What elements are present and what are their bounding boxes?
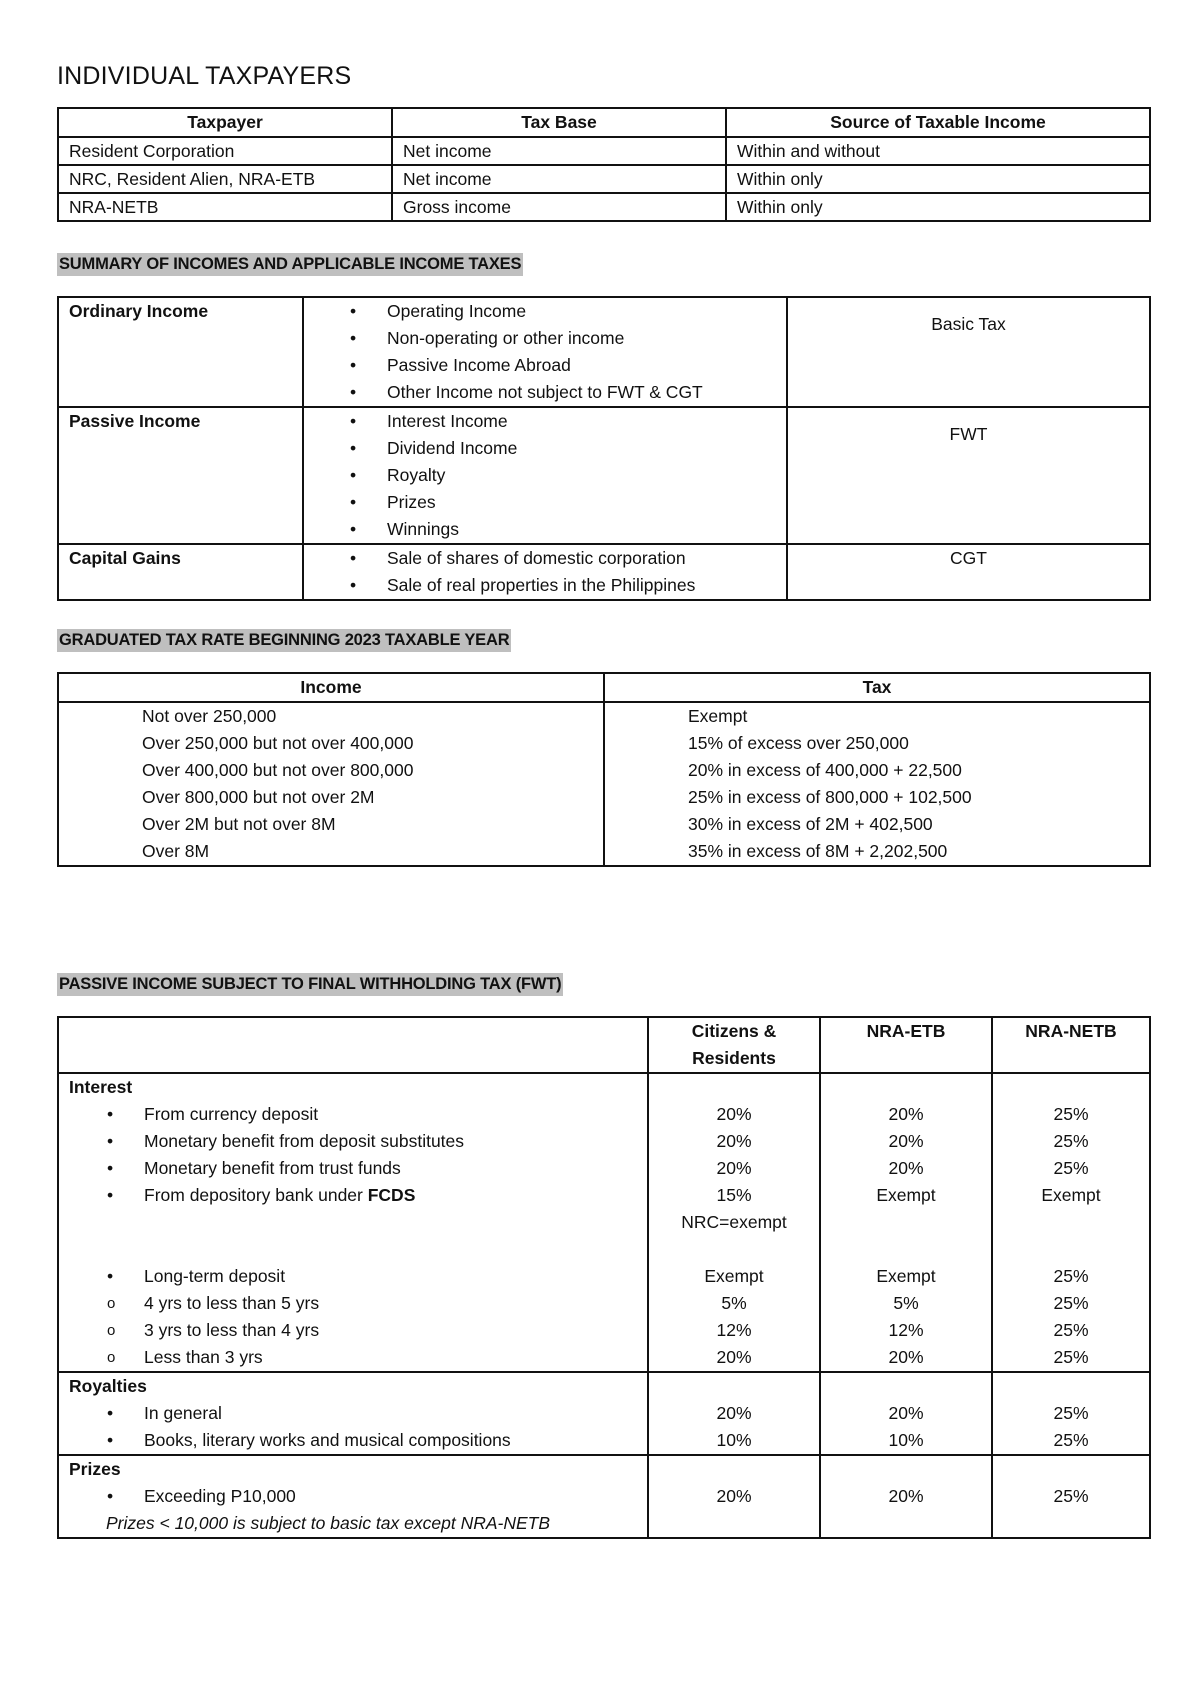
taxpayers-table xyxy=(57,107,1151,222)
list-item-text: From depository bank under xyxy=(144,1185,368,1205)
rate: 20% xyxy=(716,1347,752,1367)
spacer xyxy=(831,1373,981,1400)
tax-rate: 35% in excess of 8M + 2,202,500 xyxy=(688,841,948,861)
passive-heading: PASSIVE INCOME SUBJECT TO FINAL WITHHOLDING TAX (FWT) xyxy=(57,973,563,996)
list-item xyxy=(69,1182,637,1209)
rate: 20% xyxy=(716,1104,752,1124)
rate: 10% xyxy=(888,1430,924,1450)
table-header-row xyxy=(58,1017,1150,1073)
citizens-cell xyxy=(648,1073,820,1372)
header-citizens xyxy=(648,1017,820,1073)
spacer xyxy=(831,1456,981,1483)
table-header-row xyxy=(58,673,1150,702)
interest-label: Interest xyxy=(69,1077,133,1097)
spacer xyxy=(1003,1373,1139,1400)
table-row xyxy=(58,193,1150,221)
list-item: • Books, literary works and musical compositions xyxy=(69,1427,637,1454)
summary-table xyxy=(57,296,1151,601)
nra-netb-cell xyxy=(992,1073,1150,1372)
header-taxpayer: Taxpayer xyxy=(58,108,392,137)
rate: 20% xyxy=(888,1158,924,1178)
tax-rate: 15% of excess over 250,000 xyxy=(688,733,909,753)
spacer xyxy=(831,1236,981,1263)
passive-income-table xyxy=(57,1016,1151,1539)
summary-heading: SUMMARY OF INCOMES AND APPLICABLE INCOME TAXES xyxy=(57,253,523,276)
rate: 25% xyxy=(1053,1158,1089,1178)
prizes-row xyxy=(58,1455,1150,1538)
rate: 25% xyxy=(1053,1430,1089,1450)
income-bracket: Not over 250,000 xyxy=(142,706,277,726)
citizens-cell xyxy=(648,1372,820,1455)
list-item: • From currency deposit xyxy=(69,1101,637,1128)
rate: 25% xyxy=(1053,1131,1089,1151)
rate: 20% xyxy=(888,1486,924,1506)
nra-netb-cell xyxy=(992,1455,1150,1538)
category-cell: Passive Income xyxy=(58,407,303,544)
cell: Resident Corporation xyxy=(58,137,392,165)
income-bracket: Over 400,000 but not over 800,000 xyxy=(142,760,414,780)
rate: Exempt xyxy=(704,1266,764,1286)
rate: Exempt xyxy=(876,1185,936,1205)
table-row xyxy=(58,702,1150,866)
tax-rate: Exempt xyxy=(688,706,748,726)
graduated-heading: GRADUATED TAX RATE BEGINNING 2023 TAXABLE YEAR xyxy=(57,629,511,652)
list-item: • Exceeding P10,000 xyxy=(69,1483,637,1510)
table-row xyxy=(58,407,1150,544)
rate: 15% xyxy=(716,1185,752,1205)
royalties-label: Royalties xyxy=(69,1376,147,1396)
income-cell xyxy=(58,702,604,866)
table-row xyxy=(58,165,1150,193)
income-bracket: Over 8M xyxy=(142,841,210,861)
header-tax: Tax xyxy=(604,673,1150,702)
rate: 25% xyxy=(1053,1486,1089,1506)
header-blank xyxy=(58,1017,648,1073)
rate: 20% xyxy=(716,1486,752,1506)
list-item: • Monetary benefit from deposit substitutes xyxy=(69,1128,637,1155)
nra-etb-cell xyxy=(820,1073,992,1372)
header-income: Income xyxy=(58,673,604,702)
header-source: Source of Taxable Income xyxy=(726,108,1150,137)
spacer xyxy=(1003,1209,1139,1236)
citizens-cell xyxy=(648,1455,820,1538)
income-bracket: Over 800,000 but not over 2M xyxy=(142,787,375,807)
list-item: • Long-term deposit xyxy=(69,1263,637,1290)
fcds-term: FCDS xyxy=(367,1185,416,1205)
items-cell xyxy=(303,407,787,544)
rate: 5% xyxy=(721,1293,747,1313)
cell: Within and without xyxy=(726,137,1150,165)
list-item: • Non-operating or other income xyxy=(314,325,776,352)
spacer xyxy=(69,1209,637,1236)
tax-cell: CGT xyxy=(787,544,1150,600)
spacer xyxy=(659,1236,809,1263)
rate: 20% xyxy=(888,1403,924,1423)
cell: Net income xyxy=(392,165,726,193)
interest-cell xyxy=(58,1073,648,1372)
rate: 25% xyxy=(1053,1347,1089,1367)
graduated-table xyxy=(57,672,1151,867)
tax-rate: 30% in excess of 2M + 402,500 xyxy=(688,814,933,834)
list-item: • Dividend Income xyxy=(314,435,776,462)
table-row xyxy=(58,297,1150,407)
royalties-row xyxy=(58,1372,1150,1455)
header-citizens-line1: Citizens & xyxy=(691,1021,777,1041)
list-item: • Prizes xyxy=(314,489,776,516)
header-tax-base: Tax Base xyxy=(392,108,726,137)
rate: 25% xyxy=(1053,1320,1089,1340)
tax-rate: 25% in excess of 800,000 + 102,500 xyxy=(688,787,972,807)
prizes-note: Prizes < 10,000 is subject to basic tax except NRA-NETB xyxy=(106,1513,551,1533)
spacer xyxy=(69,1236,637,1263)
tax-cell: FWT xyxy=(787,407,1150,544)
cell: Net income xyxy=(392,137,726,165)
rate: Exempt xyxy=(876,1266,936,1286)
rate: 20% xyxy=(888,1104,924,1124)
nra-netb-cell xyxy=(992,1372,1150,1455)
list-item: • Other Income not subject to FWT & CGT xyxy=(314,379,776,406)
sub-list-item: o Less than 3 yrs xyxy=(69,1344,637,1371)
list-item: • Winnings xyxy=(314,516,776,543)
list-item: • In general xyxy=(69,1400,637,1427)
nra-etb-cell xyxy=(820,1455,992,1538)
spacer xyxy=(831,1209,981,1236)
rate-note: NRC=exempt xyxy=(681,1212,787,1232)
royalties-cell xyxy=(58,1372,648,1455)
tax-cell xyxy=(604,702,1150,866)
list-item: • Operating Income xyxy=(314,298,776,325)
list-item: • Passive Income Abroad xyxy=(314,352,776,379)
page-title: INDIVIDUAL TAXPAYERS xyxy=(57,62,352,90)
spacer xyxy=(831,1074,981,1101)
sub-list-item: o 4 yrs to less than 5 yrs xyxy=(69,1290,637,1317)
table-row xyxy=(58,544,1150,600)
list-item: • Sale of shares of domestic corporation xyxy=(314,545,776,572)
spacer xyxy=(1003,1074,1139,1101)
rate: 5% xyxy=(893,1293,919,1313)
rate: 12% xyxy=(888,1320,924,1340)
header-nra-etb: NRA-ETB xyxy=(820,1017,992,1073)
spacer xyxy=(1003,1456,1139,1483)
tax-cell: Basic Tax xyxy=(787,297,1150,407)
spacer xyxy=(659,1074,809,1101)
cell: Within only xyxy=(726,193,1150,221)
list-item: • Royalty xyxy=(314,462,776,489)
rate: 20% xyxy=(716,1403,752,1423)
rate: 25% xyxy=(1053,1104,1089,1124)
category-cell: Capital Gains xyxy=(58,544,303,600)
spacer xyxy=(1003,1236,1139,1263)
category-cell: Ordinary Income xyxy=(58,297,303,407)
sub-list-item: o 3 yrs to less than 4 yrs xyxy=(69,1317,637,1344)
list-item: • Interest Income xyxy=(314,408,776,435)
nra-etb-cell xyxy=(820,1372,992,1455)
table-row xyxy=(58,137,1150,165)
list-item: • Monetary benefit from trust funds xyxy=(69,1155,637,1182)
income-bracket: Over 250,000 but not over 400,000 xyxy=(142,733,414,753)
rate: 20% xyxy=(716,1158,752,1178)
items-cell xyxy=(303,297,787,407)
spacer xyxy=(659,1373,809,1400)
list-item: • Sale of real properties in the Philippines xyxy=(314,572,776,599)
spacer xyxy=(659,1456,809,1483)
header-nra-netb: NRA-NETB xyxy=(992,1017,1150,1073)
tax-rate: 20% in excess of 400,000 + 22,500 xyxy=(688,760,962,780)
rate: 20% xyxy=(888,1347,924,1367)
rate: 12% xyxy=(716,1320,752,1340)
interest-row xyxy=(58,1073,1150,1372)
items-cell xyxy=(303,544,787,600)
header-citizens-line2: Residents xyxy=(692,1048,776,1068)
income-bracket: Over 2M but not over 8M xyxy=(142,814,336,834)
rate: 20% xyxy=(716,1131,752,1151)
prizes-cell xyxy=(58,1455,648,1538)
rate: 25% xyxy=(1053,1403,1089,1423)
rate: 25% xyxy=(1053,1293,1089,1313)
cell: Within only xyxy=(726,165,1150,193)
cell: NRA-NETB xyxy=(58,193,392,221)
cell: NRC, Resident Alien, NRA-ETB xyxy=(58,165,392,193)
rate: 25% xyxy=(1053,1266,1089,1286)
table-header-row xyxy=(58,108,1150,137)
cell: Gross income xyxy=(392,193,726,221)
rate: 20% xyxy=(888,1131,924,1151)
rate: 10% xyxy=(716,1430,752,1450)
prizes-label: Prizes xyxy=(69,1459,121,1479)
rate: Exempt xyxy=(1041,1185,1101,1205)
